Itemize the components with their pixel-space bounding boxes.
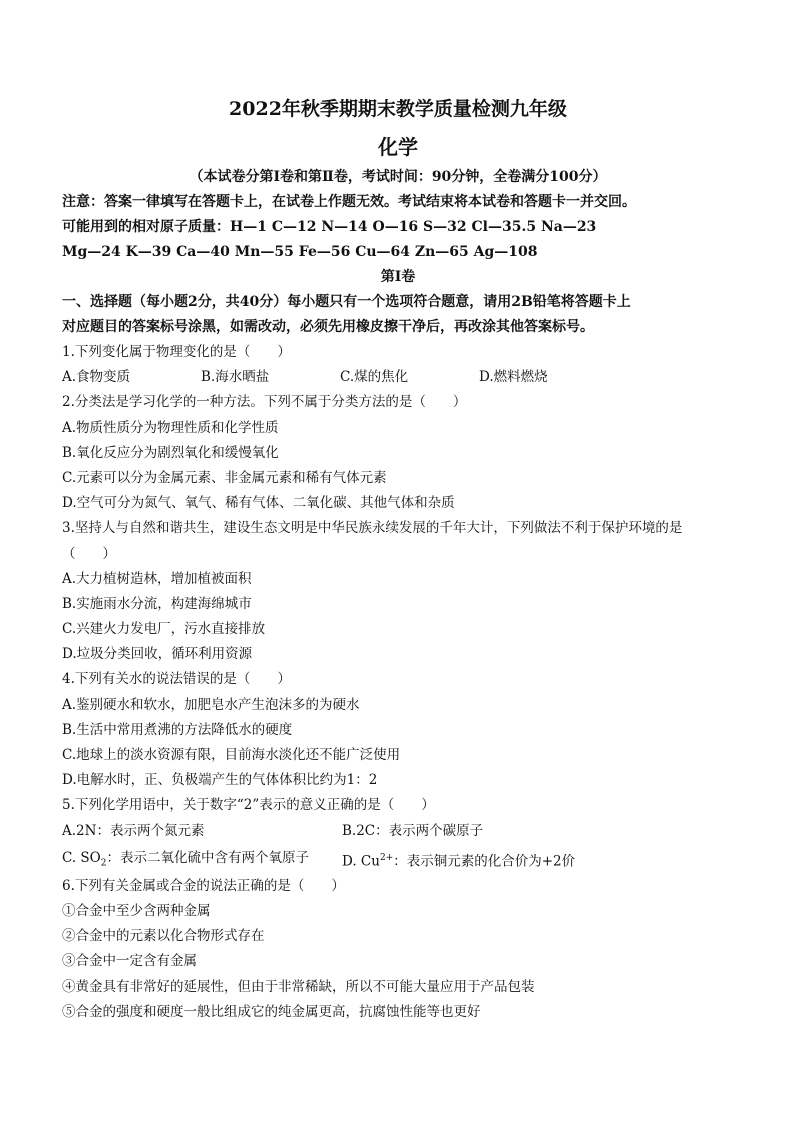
q1-option-c: C.煤的焦化 xyxy=(340,369,409,386)
q6-statement-5: ⑤合金的强度和硬度一般比组成它的纯金属更高，抗腐蚀性能等也更好 xyxy=(62,1003,481,1020)
subject-title: 化学 xyxy=(378,135,418,159)
q4-option-a: A.鉴别硬水和软水，加肥皂水产生泡沫多的为硬水 xyxy=(62,696,360,713)
q5-option-d xyxy=(342,844,622,872)
q4-option-d: D.电解水时，正、负极端产生的气体体积比约为1：2 xyxy=(62,772,378,789)
q1-option-a: A.食物变质 xyxy=(62,369,131,386)
question-5-options-cd xyxy=(62,844,734,872)
q6-statement-4: ④黄金具有非常好的延展性，但由于非常稀缺，所以不可能大量应用于产品包装 xyxy=(62,978,535,995)
atomic-mass-line-2: Mg—24 K—39 Ca—40 Mn—55 Fe—56 Cu—64 Zn—65 Ag—108 xyxy=(62,244,538,260)
attention-note: 注意：答案一律填写在答题卡上，在试卷上作题无效。考试结束将本试卷和答题卡一并交回。 xyxy=(62,194,636,210)
q6-statement-3: ③合金中一定含有金属 xyxy=(62,953,197,970)
exam-title: 2022年秋季期期末教学质量检测九年级 xyxy=(229,98,567,120)
question-3-paren: （ ） xyxy=(62,545,116,562)
q3-option-c: C.兴建火力发电厂，污水直接排放 xyxy=(62,621,266,638)
q5-option-d-text: ：表示铜元素的化合价为+2价 xyxy=(393,853,576,870)
q5-option-c xyxy=(62,844,342,872)
q5-option-d-formula: D. Cu xyxy=(342,853,380,870)
section-instruction-2: 对应题目的答案标号涂黑，如需改动，必须先用橡皮擦干净后，再改涂其他答案标号。 xyxy=(62,319,594,335)
volume-heading: 第Ⅰ卷 xyxy=(380,269,416,285)
q5-option-a: A.2N：表示两个氮元素 xyxy=(62,822,205,839)
q5-option-b: B.2C：表示两个碳原子 xyxy=(342,822,484,839)
q2-option-b: B.氧化反应分为剧烈氧化和缓慢氧化 xyxy=(62,444,279,461)
q2-option-a: A.物质性质分为物理性质和化学性质 xyxy=(62,419,279,436)
q5-option-d-superscript: 2+ xyxy=(379,852,394,863)
question-5-stem: 5.下列化学用语中，关于数字“2”表示的意义正确的是（ ） xyxy=(62,797,435,814)
q5-option-c-text: ：表示二氧化硫中含有两个氧原子 xyxy=(106,849,309,866)
q1-option-b: B.海水晒盐 xyxy=(201,369,270,386)
q4-option-b: B.生活中常用煮沸的方法降低水的硬度 xyxy=(62,721,293,738)
section-instruction-1: 一、选择题（每小题2分，共40分）每小题只有一个选项符合题意，请用2B铅笔将答题卡上 xyxy=(62,294,631,310)
q6-statement-2: ②合金中的元素以化合物形式存在 xyxy=(62,928,265,945)
question-4-stem: 4.下列有关水的说法错误的是（ ） xyxy=(62,671,291,688)
q3-option-b: B.实施雨水分流，构建海绵城市 xyxy=(62,595,252,612)
q5-option-c-subscript: 2 xyxy=(100,858,107,869)
q4-option-c: C.地球上的淡水资源有限，目前海水淡化还不能广泛使用 xyxy=(62,747,401,763)
question-1-options xyxy=(62,365,734,390)
q1-option-d: D.燃料燃烧 xyxy=(479,369,548,386)
q3-option-d: D.垃圾分类回收，循环利用资源 xyxy=(62,646,253,663)
question-5-options-ab xyxy=(62,819,734,844)
question-2-stem: 2.分类法是学习化学的一种方法。下列不属于分类方法的是（ ） xyxy=(62,394,467,411)
q3-option-a: A.大力植树造林，增加植被面积 xyxy=(62,570,252,587)
question-6-stem: 6.下列有关金属或合金的说法正确的是（ ） xyxy=(62,877,345,894)
exam-note: （本试卷分第Ⅰ卷和第Ⅱ卷，考试时间：90分钟，全卷满分100分） xyxy=(189,169,607,185)
q5-option-c-formula: C. SO xyxy=(62,849,101,866)
question-3-stem: 3.坚持人与自然和谐共生，建设生态文明是中华民族永续发展的千年大计，下列做法不利于保护环境的是 xyxy=(62,520,683,537)
q2-option-c: C.元素可以分为金属元素、非金属元素和稀有气体元素 xyxy=(62,469,387,486)
q2-option-d: D.空气可分为氮气、氧气、稀有气体、二氧化碳、其他气体和杂质 xyxy=(62,495,455,512)
question-1-stem: 1.下列变化属于物理变化的是（ ） xyxy=(62,344,291,360)
q6-statement-1: ①合金中至少含两种金属 xyxy=(62,902,211,919)
atomic-mass-line-1: 可能用到的相对原子质量：H—1 C—12 N—14 O—16 S—32 Cl—35.5 Na—23 xyxy=(62,219,597,235)
exam-page xyxy=(62,93,734,1025)
